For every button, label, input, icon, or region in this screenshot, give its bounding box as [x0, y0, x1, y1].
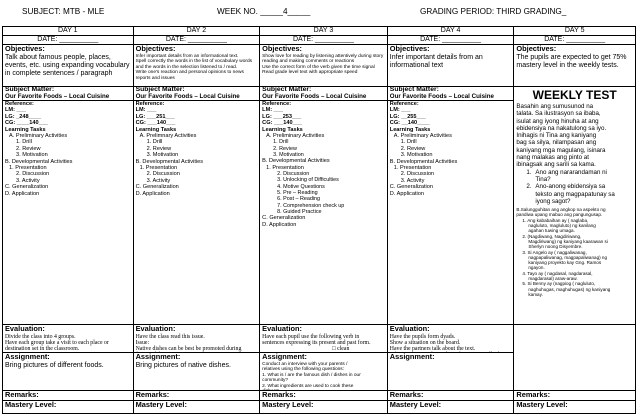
evaluation-text: Have the pupils form dyads.: [389, 333, 456, 340]
evaluation-day-4: [388, 325, 515, 353]
task-item: 3. Activity: [400, 177, 425, 184]
evaluation-text: Native dishes can be best be promoted during: [135, 346, 242, 353]
objectives-title: Objectives:: [516, 45, 557, 53]
task-item: 1. Presentation: [393, 165, 432, 172]
reference-day-2: [134, 101, 261, 325]
subject-label: SUBJECT: MTB - MLE: [22, 7, 105, 16]
objectives-text: The pupils are expected to get 75% mastery level in the weekly tests.: [516, 53, 627, 69]
part-b-item: Sherlyn noong Disyembre.: [528, 244, 583, 250]
task-item: 1. Presentation: [139, 165, 178, 172]
test-question: [516, 183, 633, 190]
learning-tasks-title: Learning Tasks: [5, 126, 46, 133]
grading-period-label: GRADING PERIOD: THIRD GRADING_: [420, 7, 567, 16]
task-item: 1. Drill: [273, 139, 289, 146]
task-item: 2. Review: [400, 145, 426, 152]
learning-tasks-title: Learning Tasks: [135, 126, 177, 133]
remarks-day-4: Remarks:: [388, 391, 515, 401]
objectives-day-4: [388, 45, 515, 87]
task-item: 3. Unlocking of Difficulties: [277, 177, 339, 184]
assignment-text: community?: [262, 378, 289, 384]
question-text: Ano-anong ebidensiya sa: [535, 183, 606, 191]
evaluation-text: Issue:: [135, 339, 150, 346]
weekly-test-title: WEEKLY TEST: [532, 88, 617, 102]
developmental-activities: B. Developmental Activities: [262, 158, 330, 165]
preliminary-activities: A. Prelimnary Activities: [139, 133, 197, 140]
assignment-text: Bring pictures of native dishes.: [135, 361, 231, 369]
weekly-test-continued: [514, 325, 635, 391]
developmental-activities: B. Developmental Activities: [389, 158, 458, 165]
date-field: DATE: __________: [388, 36, 515, 45]
subject-matter-value: Our Favorite Foods – Local Cuisine: [135, 92, 240, 100]
part-b-item: 1. Ang kababaihan ay ( naglaba,: [522, 217, 589, 223]
lg-label: LG: __255___: [389, 113, 426, 120]
test-text-line: talata. Sa ilustrasyon sa ibaba,: [516, 110, 601, 118]
part-b-item: magdarasal) araw-araw.: [528, 276, 578, 282]
learning-tasks-title: Learning Tasks: [262, 126, 303, 133]
part-b-item: kamay.: [528, 291, 543, 297]
objectives-text: Infer important details from an informational text.: [135, 53, 239, 59]
application: D. Application: [135, 190, 170, 197]
task-item: 8. Guided Practice: [277, 208, 322, 215]
subject-matter-value: Our Favorite Foods – Local Cuisine: [5, 92, 110, 100]
mastery-level-day-4: Mastery Level:: [388, 401, 515, 413]
objectives-day-1: [3, 45, 134, 87]
evaluation-title: Evaluation:: [262, 325, 303, 333]
question-text: teksto ang magpapatunay sa: [535, 190, 615, 198]
part-b-item: 2. (Nagdiwang, Nagdiriwang,: [522, 233, 582, 239]
lg-label: LG: ___253___: [262, 113, 302, 120]
assignment-day-1: [3, 353, 134, 391]
task-item: 3. Activity: [146, 177, 171, 184]
part-b-item: 5. Si Benny ay (nagpiog ( nagluluto,: [522, 281, 596, 287]
subject-matter-day-3: [260, 87, 388, 101]
test-text-line: bag sa silya, nilampasan ang: [516, 139, 597, 147]
lesson-plan-table: [2, 26, 636, 414]
task-item: 3. Motivation: [146, 152, 179, 159]
preliminary-activities: A. Preliminary Activities: [266, 133, 325, 140]
evaluation-text: sentences expressing its present and past form.: [262, 339, 371, 346]
task-item: 1. Drill: [146, 139, 163, 146]
remarks-day-2: Remarks:: [134, 391, 261, 401]
subject-matter-title: Subject Matter:: [389, 87, 439, 93]
date-field: DATE: __________: [260, 36, 388, 45]
task-item: 2. Discussion: [16, 171, 50, 178]
objectives-title: Objectives:: [5, 45, 45, 53]
assignment-text: 1. What is / are the famous dish / dishes in our: [262, 372, 361, 378]
lm-label: LM: ___: [5, 107, 26, 114]
evaluation-title: Evaluation:: [389, 325, 430, 333]
objectives-title: Objectives:: [135, 45, 176, 53]
task-item: 1. Drill: [16, 139, 32, 146]
day-4-header: DAY 4: [388, 27, 515, 36]
question-text: iyong sagot?: [535, 197, 571, 205]
preliminary-activities: A. Preliminary Activities: [9, 133, 68, 140]
developmental-activities: B. Developmental Activities: [5, 158, 73, 165]
test-text-line: isulat ang iyong hinuha at ang: [516, 117, 599, 125]
date-field: DATE: __________: [3, 36, 134, 45]
subject-matter-day-1: [3, 87, 134, 101]
application: D. Application: [262, 221, 297, 228]
task-item: 2. Review: [146, 145, 172, 152]
test-question: [516, 169, 633, 176]
task-item: 1. Presentation: [9, 165, 47, 172]
reference-day-3: [260, 101, 388, 325]
lm-label: LM: ___: [262, 107, 283, 114]
evaluation-day-2: [134, 325, 261, 353]
remarks-day-3: Remarks:: [260, 391, 388, 401]
test-text-line: kaniyang mga magulang, isinara: [516, 146, 606, 154]
test-text-line: nang malakas ang pinto at: [516, 154, 589, 162]
evaluation-text: Divide the class into 4 groups.: [5, 333, 76, 340]
question-number: 2.: [526, 183, 532, 191]
task-item: 5. Pre – Reading: [277, 190, 318, 197]
task-item: 3. Motivation: [16, 152, 48, 159]
assignment-text: 2. What ingredients are used to cook these: [262, 383, 354, 389]
assignment-day-4: [388, 353, 515, 391]
subject-matter-day-2: [134, 87, 261, 101]
part-b-item: Magdiriwang) ng kaniyang kaarawan si: [528, 238, 608, 244]
test-text-line: ibinagsak ang sarili sa kama.: [516, 161, 596, 169]
lm-label: LM: ___: [135, 107, 157, 114]
objectives-day-3: [260, 45, 388, 87]
task-item: 3. Activity: [16, 177, 40, 184]
evaluation-text: Have the class read this issue.: [135, 333, 205, 340]
task-item: 3. Motivation: [273, 152, 304, 159]
reference-title: Reference:: [262, 101, 292, 107]
cg-label: CG: ___140___: [262, 120, 302, 127]
mastery-level-day-3: Mastery Level:: [260, 401, 388, 413]
day-5-header: DAY 5: [514, 27, 635, 36]
objectives-text: Write one's reaction and personal opinions to news reports and issues: [135, 70, 244, 81]
mastery-level-day-1: Mastery Level:: [3, 401, 134, 413]
task-item: 1. Drill: [400, 139, 417, 146]
objectives-title: Objectives:: [262, 45, 303, 53]
part-b-item: ngayon.: [528, 265, 545, 271]
evaluation-day-1: [3, 325, 134, 353]
weekly-test-cell: [514, 87, 635, 325]
evaluation-title: Evaluation:: [135, 325, 176, 333]
assignment-title: Assignment:: [135, 353, 181, 361]
test-text-line: ebidensiya na nakatulong sa iyo.: [516, 124, 607, 132]
mastery-level-day-5: Mastery Level:: [516, 401, 568, 409]
task-item: 2. Discussion: [277, 171, 310, 178]
application: D. Application: [389, 190, 424, 197]
reference-title: Reference:: [389, 101, 419, 107]
subject-matter-title: Subject Matter:: [135, 87, 185, 93]
evaluation-text: Have the partners talk about the text.: [389, 346, 476, 353]
question-number: 1.: [526, 168, 532, 176]
part-b-instruction: pandiwa upang mabuo ang pangungusap.: [516, 212, 603, 218]
generalization: C. Generalization: [135, 184, 179, 191]
part-b-instruction: B.Salungguhitan ang angkop na aspekto ng: [516, 207, 606, 213]
mastery-level-day-2: Mastery Level:: [134, 401, 261, 413]
task-item: 2. Review: [273, 145, 297, 152]
weekly-test-part-b: [516, 205, 633, 297]
reference-title: Reference:: [5, 101, 34, 107]
subject-matter-value: Our Favorite Foods – Local Cuisine: [389, 92, 494, 100]
evaluation-text: Have each group take a visit to each place or: [5, 339, 109, 346]
task-item: 4. Motive Questions: [277, 183, 325, 190]
part-b-item: agahan tuwing umaga.: [528, 228, 575, 234]
day-1-header: DAY 1: [3, 27, 134, 36]
lg-label: LG: _248____: [5, 113, 42, 120]
date-field: DATE: __________: [514, 36, 635, 45]
cg-label: CG: ___140___: [135, 120, 176, 127]
subject-matter-title: Subject Matter:: [5, 87, 55, 93]
task-item: 2. Review: [16, 145, 41, 152]
assignment-title: Assignment:: [262, 353, 307, 361]
test-text-line: Inihagis ni Tina ang kaniyang: [516, 132, 597, 140]
task-item: 6. Post – Reading: [277, 196, 321, 203]
assignment-day-3: [260, 353, 388, 391]
remarks-day-1: Remarks:: [3, 391, 134, 401]
assignment-title: Assignment:: [389, 353, 435, 361]
assignment-title: Assignment:: [5, 353, 50, 361]
task-item: 2. Discussion: [400, 171, 435, 178]
part-b-item: 3. Si Angelo ay ( naggaliwanag,: [522, 249, 587, 255]
evaluation-title: Evaluation:: [5, 325, 45, 333]
reference-title: Reference:: [135, 101, 165, 107]
developmental-activities: B. Developmental Activities: [135, 158, 204, 165]
subject-matter-day-4: [388, 87, 515, 101]
date-field: DATE: __________: [134, 36, 261, 45]
objectives-text: Use the correct form of the verb given the time signal: [262, 64, 375, 70]
preliminary-activities: A. Preliminary Activities: [393, 133, 452, 140]
weekly-test-instructions: [516, 102, 633, 205]
learning-tasks-title: Learning Tasks: [389, 126, 431, 133]
evaluation-text: destination set in the classroom.: [5, 346, 80, 353]
cg-label: CG: ____140___: [5, 120, 48, 127]
reference-day-1: [3, 101, 134, 325]
generalization: C. Generalization: [5, 184, 49, 191]
objectives-day-2: [134, 45, 261, 87]
question-text: Tina?: [535, 175, 551, 183]
task-item: 1. Presentation: [266, 164, 304, 171]
task-item: 2. Discussion: [146, 171, 180, 178]
evaluation-day-3: [260, 325, 388, 353]
page-header: [22, 7, 632, 19]
evaluation-text: Show a situation on the board.: [389, 339, 461, 346]
part-b-item: nagpapaliwanag, magpapaliwanag) ng: [528, 254, 608, 260]
subject-matter-title: Subject Matter:: [262, 87, 312, 93]
objectives-title: Objectives:: [389, 45, 430, 53]
objectives-text: Talk about famous people, places, events, etc. using expanding vocabulary in complete sentences / paragraph: [5, 53, 130, 78]
task-item: 7. Comprehension check up: [277, 202, 345, 209]
assignment-text: Bring pictures of different foods.: [5, 361, 104, 369]
lg-label: LG: ___251___: [135, 113, 175, 120]
objectives-text: Infer important details from an informational text: [389, 53, 483, 69]
evaluation-text: Have each pupil use the following verb in: [262, 333, 360, 340]
part-b-item: kaniyang proyekto kay Gng. Ramos: [528, 260, 602, 266]
cg-label: CG: __140____: [389, 120, 430, 127]
objectives-text: Show love for reading by listening attentively during story reading and making comments or reactions: [262, 53, 384, 65]
application: D. Application: [5, 190, 40, 197]
part-b-item: 4. Tayo ay ( nagdasal, nagdarasal,: [522, 270, 593, 276]
assignment-day-2: [134, 353, 261, 391]
test-text-line: Basahin ang sumusunod na: [516, 103, 594, 110]
assignment-text: Conduct an interview with your parents /: [262, 361, 348, 367]
generalization: C. Generalization: [389, 184, 433, 191]
remarks-day-5: Remarks:: [514, 391, 635, 401]
day-3-header: DAY 3: [260, 27, 388, 36]
reference-day-4: [388, 101, 515, 325]
week-label: WEEK NO. _____4_____: [217, 7, 311, 16]
part-b-item: naghuhugas, maghuhugas) ng kaniyang: [528, 286, 611, 292]
subject-matter-value: Our Favorite Foods – Local Cuisine: [262, 92, 367, 100]
part-b-item: nagluluto, magluluto) ng kanilang: [528, 223, 596, 229]
question-text: Ano ang nararandaman ni: [535, 168, 607, 176]
generalization: C. Generalization: [262, 215, 306, 222]
verb-option-clean: □ clean: [332, 346, 350, 353]
lm-label: LM: ___: [389, 107, 411, 114]
objectives-text: Read grade level text with appropriate speed: [262, 70, 358, 76]
objectives-text: Spell correctly the words in the list of vocabulary words and the words in the selection listened to / read.: [135, 59, 253, 70]
objectives-day-5: [514, 45, 635, 87]
assignment-text: relatives using the following questions:: [262, 367, 345, 373]
task-item: 3. Motivation: [400, 152, 433, 159]
day-2-header: DAY 2: [134, 27, 261, 36]
